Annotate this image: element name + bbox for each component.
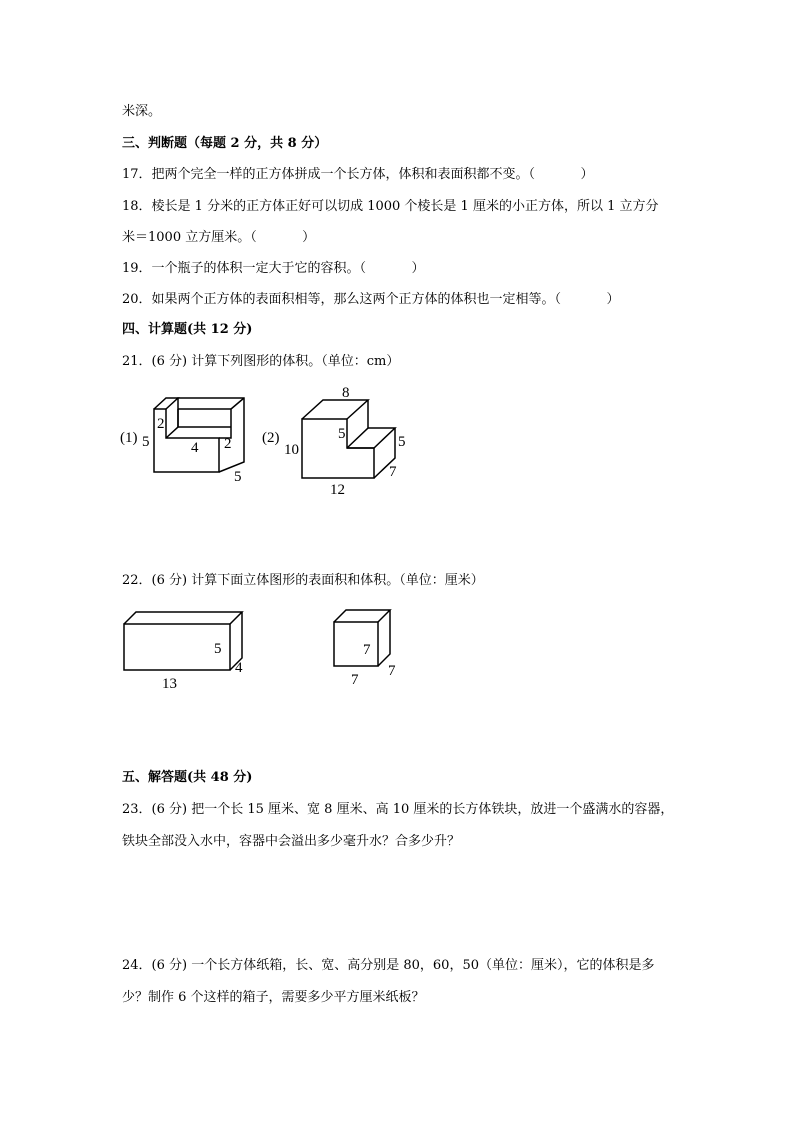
figure-2-step-height-label: 5 xyxy=(338,426,346,442)
figure-2-top-label: 8 xyxy=(342,385,350,401)
figure-2-step-block xyxy=(258,380,418,498)
section-4-heading: 四、计算题(共 12 分) xyxy=(122,322,253,337)
figure-1-left-label: 5 xyxy=(142,434,150,450)
figure-3-cuboid xyxy=(118,606,258,696)
question-18-line1: 18．棱长是 1 分米的正方体正好可以切成 1000 个棱长是 1 厘米的小正方体，所以 1 立方分 xyxy=(122,199,659,214)
figure-4-depth-label: 7 xyxy=(388,663,396,679)
figure-3-depth-label: 4 xyxy=(235,660,243,676)
question-19: 19．一个瓶子的体积一定大于它的容积。（ ） xyxy=(122,261,425,276)
figure-4-height-label: 7 xyxy=(363,642,371,658)
text-line-meters-deep: 米深。 xyxy=(122,104,162,119)
figure-2-right-label: 5 xyxy=(398,434,406,450)
question-24-line2: 少？制作 6 个这样的箱子，需要多少平方厘米纸板？ xyxy=(122,990,425,1005)
question-23-line1: 23．(6 分) 把一个长 15 厘米、宽 8 厘米、高 10 厘米的长方体铁块，放进一个盛满水的容器， xyxy=(122,802,674,817)
figure-2-left-label: 10 xyxy=(284,442,299,458)
figure-1-depth-label: 5 xyxy=(234,469,242,485)
question-22: 22．(6 分) 计算下面立体图形的表面积和体积。（单位：厘米） xyxy=(122,573,484,588)
section-5-heading: 五、解答题(共 48 分) xyxy=(122,770,253,785)
figure-2-bottom-label: 12 xyxy=(330,482,345,498)
figure-1-notch-bottom-label: 4 xyxy=(191,440,199,456)
figure-3-height-label: 5 xyxy=(214,641,222,657)
figure-1-notch-left-label: 2 xyxy=(157,416,165,432)
figure-4-length-label: 7 xyxy=(351,672,359,688)
figure-1-notched-box xyxy=(118,392,268,492)
question-21: 21．(6 分) 计算下列图形的体积。（单位：cm） xyxy=(122,354,400,369)
figure-2-depth-label: 7 xyxy=(389,464,397,480)
question-24-line1: 24．(6 分) 一个长方体纸箱，长、宽、高分别是 80，60，50（单位：厘米），它的体积是多 xyxy=(122,958,655,973)
figure-2-tag: (2) xyxy=(262,430,280,446)
figure-1-notch-right-label: 2 xyxy=(224,436,232,452)
section-3-heading: 三、判断题（每题 2 分，共 8 分） xyxy=(122,136,328,151)
question-20: 20．如果两个正方体的表面积相等，那么这两个正方体的体积也一定相等。（ ） xyxy=(122,292,620,307)
question-18-line2: 米＝1000 立方厘米。（ ） xyxy=(122,230,316,245)
figure-3-length-label: 13 xyxy=(162,676,177,692)
figure-1-tag: (1) xyxy=(120,430,138,446)
question-23-line2: 铁块全部没入水中，容器中会溢出多少毫升水？合多少升？ xyxy=(122,834,461,849)
question-17: 17．把两个完全一样的正方体拼成一个长方体，体积和表面积都不变。（ ） xyxy=(122,167,594,182)
figure-4-cube xyxy=(326,604,406,690)
